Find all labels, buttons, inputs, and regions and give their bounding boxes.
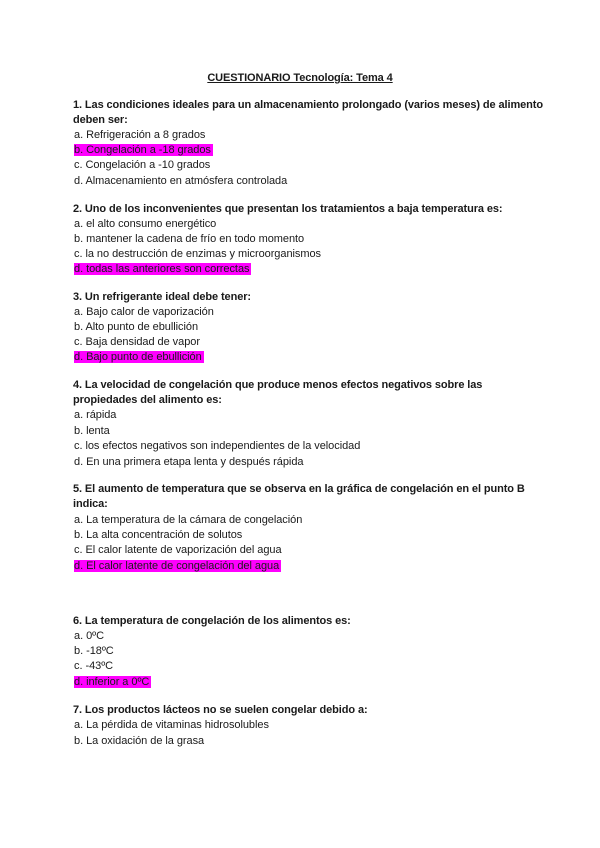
- question-1-option-d: d. Almacenamiento en atmósfera controlada: [74, 175, 288, 187]
- highlighted-answer: d. todas las anteriores son correctas: [74, 263, 250, 275]
- question-4-option-c: c. los efectos negativos son independientes de la velocidad: [74, 440, 361, 452]
- question-4-option-b: b. lenta: [74, 425, 110, 437]
- question-3-option-d: [74, 350, 204, 364]
- question-6-option-b: b. -18ºC: [74, 645, 114, 657]
- question-4: 4. La velocidad de congelación que produce menos efectos negativos sobre las propiedades del alimento es:: [73, 379, 483, 406]
- question-2-option-c: c. la no destrucción de enzimas y microorganismos: [74, 248, 321, 260]
- question-2-option-d: [74, 262, 251, 276]
- question-3: 3. Un refrigerante ideal debe tener:: [73, 291, 251, 303]
- question-6-option-a: a. 0ºC: [74, 630, 105, 642]
- question-2-option-a: a. el alto consumo energético: [74, 218, 217, 230]
- question-2: 2. Uno de los inconvenientes que presentan los tratamientos a baja temperatura es:: [73, 203, 503, 215]
- highlighted-answer: d. inferior a 0ºC: [74, 676, 150, 688]
- highlighted-answer: d. Bajo punto de ebullición: [74, 351, 202, 363]
- question-3-option-c: c. Baja densidad de vapor: [74, 336, 200, 348]
- question-5-option-c: c. El calor latente de vaporización del agua: [74, 544, 282, 556]
- question-1-option-b: [74, 143, 213, 157]
- question-3-option-b: b. Alto punto de ebullición: [74, 321, 199, 333]
- question-4-option-a: a. rápida: [74, 409, 117, 421]
- question-5-option-a: a. La temperatura de la cámara de congelación: [74, 514, 303, 526]
- highlighted-answer: b. Congelación a -18 grados: [74, 144, 211, 156]
- question-3-option-a: a. Bajo calor de vaporización: [74, 306, 214, 318]
- question-5-option-d: [74, 559, 281, 573]
- question-7-option-a: a. La pérdida de vitaminas hidrosolubles: [74, 719, 269, 731]
- question-1-option-c: c. Congelación a -10 grados: [74, 159, 211, 171]
- question-4-option-d: d. En una primera etapa lenta y después rápida: [74, 456, 304, 468]
- question-1: 1. Las condiciones ideales para un almacenamiento prolongado (varios meses) de alimento deben ser:: [73, 99, 543, 126]
- question-5: 5. El aumento de temperatura que se observa en la gráfica de congelación en el punto B indica:: [73, 483, 525, 510]
- highlighted-answer: d. El calor latente de congelación del agua: [74, 560, 280, 572]
- question-6: 6. La temperatura de congelación de los alimentos es:: [73, 615, 351, 627]
- document-title: CUESTIONARIO Tecnología: Tema 4: [207, 72, 393, 84]
- question-7: 7. Los productos lácteos no se suelen congelar debido a:: [73, 704, 368, 716]
- question-6-option-c: c. -43ºC: [74, 660, 114, 672]
- question-7-option-b: b. La oxidación de la grasa: [74, 735, 205, 747]
- question-6-option-d: [74, 675, 151, 689]
- question-1-option-a: a. Refrigeración a 8 grados: [74, 129, 206, 141]
- question-2-option-b: b. mantener la cadena de frío en todo momento: [74, 233, 305, 245]
- question-5-option-b: b. La alta concentración de solutos: [74, 529, 243, 541]
